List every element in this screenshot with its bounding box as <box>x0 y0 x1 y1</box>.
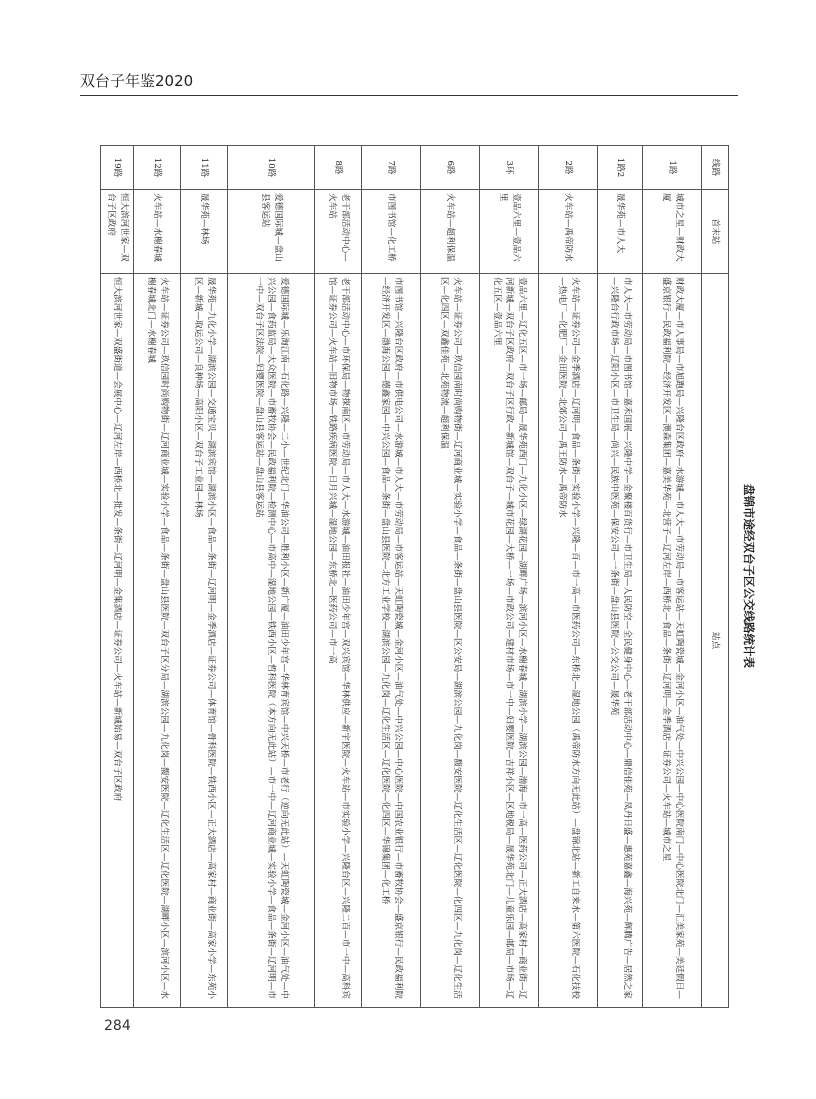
table-header-row <box>702 146 729 1008</box>
route-stops: 市人大—市劳动局—市图书馆—嘉禾国展—兴隆中学—金聚楼百货行—市卫生局—人民防空—全民健身中心—老干部活动中心—鼎信佳苑—凤丹日盛—惠苑嘉鑫—海兴苑—辉腾广告—居然之家—兴隆台行政市场—辽阳小区—市卫生局—尚兴—民族中医苑—保安公司—一条街—盘山县医院—公交公司—晟华苑 <box>598 274 643 1008</box>
route-line: 6路 <box>421 146 480 190</box>
route-line: 8路 <box>315 146 362 190</box>
route-line: 1路 <box>643 146 702 190</box>
route-line: 2路 <box>539 146 598 190</box>
route-terminals: 火车站—禹帝防水 <box>539 190 598 274</box>
route-stops: 老干部活动中心—市环保局—物探南区—市劳动局—市人大—水游城—油田报社—油田少年宫—双兴宾馆—华林供应—新宇医院—火车站—市实验小学—兴隆台区—兴隆二百—市一中—高科宾馆—证券公司—火车站—旧物市场—铁路疾病医院—日月兴城—湿地公园—东桥北—医药公司—市一高 <box>315 274 362 1008</box>
route-line: 3环 <box>480 146 539 190</box>
route-terminals: 晟华苑—林场 <box>181 190 228 274</box>
route-stops: 财政大厦—市人事局—市旭跑局—兴隆台区政府—水游城—市人大—市劳动局—市客运站—天虹陶瓷城—金河小区—油气处—中兴公园—中心医院南门—中心医院北门—汇美家苑—美廷假日—盛京银行—民政福利院—经济开发区—澳森集团—嘉美华苑—北营子—辽河左岸—西桥北—食品—条街—辽河明—金季酒店—证券公司—火车站—城市之星 <box>643 274 702 1008</box>
table-row <box>362 146 421 1008</box>
table-row <box>598 146 643 1008</box>
route-terminals: 晟华苑—市人大 <box>598 190 643 274</box>
table-row <box>539 146 598 1008</box>
column-header-line: 线路 <box>702 146 729 190</box>
route-terminals: 老干部活动中心—火车站 <box>315 190 362 274</box>
route-stops: 壹品六里—辽化五区—市一场—邮局—晟华苑西门—九化小区—绿湖花园—湖畔广场—滨河小区—水榭春城—湖滨小学—湖滨公园—渤海—市一高—医药公司—正大酒店—高家村—商业街—辽河新城—双台子区政府—双台子区行政—新城馆—双台子—城市花园—大桥—一场—市政公司—建材市场—市一中—妇婴医院—吉祥小区—区地税局—晟华苑北门—儿童乐园—邮局—市场—辽化五区—壹品六里 <box>480 274 539 1008</box>
table-row <box>228 146 315 1008</box>
running-title: 双台子年鉴2020 <box>80 72 194 90</box>
route-stops: 爱德国际城—乐淘江南—石化路—兴隆—二小—世纪北门—华油公司—胜利小区—新广厦—油田少年宫—华林育宾馆—中兴天桥—市老行（逆向无此站）—天虹陶瓷城—金河小区—油气处—中兴公园—食药监局—大众医院—市畜牧协会—民政福利院—检测中心—市高中—湿地公园—铁西小区—哲科医院（本方向无此站）—市一中—辽河商业城—实验小学—食品—条街—辽河明—市一中—双台子区法院—妇婴医院—盘山县客运站—盘山县客运站 <box>228 274 315 1008</box>
route-stops: 市图书馆—兴隆台区政府—市供电公司—水游城—市人大—市劳动局—市客运站—天虹陶瓷城—金河小区—油气处—中兴公园—中心医院—中国农业银行—市畜牧协会—盛京银行—民政福利院—经济开发区—渤海公园—德鑫家园—中兴公园—食品—条街—盘山县医院—北方工业学校—湖滨公园—九化岗—辽化生活区—辽化医院—化四区—华锦集团—化工桥 <box>362 274 421 1008</box>
route-stops: 恒大滨河世家—双盛街道—会展中心—辽河左岸—西桥北—批发—条街—辽河明—金集酒店—证券公司—火车站—新城始易—双台子区政府 <box>101 274 134 1008</box>
column-header-stops: 站点 <box>702 274 729 1008</box>
route-line: 10路 <box>228 146 315 190</box>
route-terminals: 火车站—超利保温 <box>421 190 480 274</box>
route-terminals: 城市之星—财政大厦 <box>643 190 702 274</box>
route-terminals: 恒大滨河世家—双台子区政府 <box>101 190 134 274</box>
route-terminals: 爱德国际城—盘山县客运站 <box>228 190 315 274</box>
route-stops: 火车站—证券公司—玖信园南时尚购物街—辽河商业城—实验小学—食品—条街—盘山县医院—区公安局—湖滨公园—九化岗—馥安医院—辽化生活区—辽化医院—化四区—九化岗—辽化生活区—化四区—双鑫佳苑—北苑物流—超利保温 <box>421 274 480 1008</box>
bus-route-table <box>100 145 729 1008</box>
route-line: 12路 <box>134 146 181 190</box>
route-line: 19路 <box>101 146 134 190</box>
page-number: 284 <box>104 1018 131 1034</box>
table-row <box>421 146 480 1008</box>
route-line: 7路 <box>362 146 421 190</box>
table-row <box>480 146 539 1008</box>
route-line: 1路2 <box>598 146 643 190</box>
table-title: 盘锦市途经双台子区公交线路统计表 <box>742 484 756 668</box>
route-stops: 火车站—证券公司—玖信园时尚购物街—辽河商业城—实验小学—食品—条街—盘山县医院—双台子区分局—湖滨公园—九化岗—馥安医院—辽化生活区—辽化医院—湖畔小区—滨河小区—水榭春城北门—水榭春城 <box>134 274 181 1008</box>
header-rule <box>80 95 738 96</box>
route-stops: 晟华苑—九化小学—湖滨公园—交通宝贝—湖滨宾馆—湖滨小区—食品—条街—辽河明—金季酒店—证券公司—体育馆—骨科医院—铁西小区—正大酒店—高家村—商业街—高家小学—东苑小区—新城—取运公司—良种场—高阳小区—双台子工业园—林场 <box>181 274 228 1008</box>
table-row <box>643 146 702 1008</box>
route-line: 11路 <box>181 146 228 190</box>
route-stops: 火车站—证券公司—金季酒店—辽河明—食品—条街—实验小学—兴隆—百—市一高—市医药公司—东桥北—湿地公园（禹帝防水方向无此站）—盘锦北站—新工自来水—第六医院—石化技校—热电厂—化肥厂—金田医院—北郊公司—禹王防水—禹帝防水 <box>539 274 598 1008</box>
column-header-terminals: 首末站 <box>702 190 729 274</box>
route-terminals: 火车站—水榭春城 <box>134 190 181 274</box>
table-row <box>315 146 362 1008</box>
table-row <box>134 146 181 1008</box>
route-terminals: 壹品六里—壹品六里 <box>480 190 539 274</box>
table-row <box>101 146 134 1008</box>
table-row <box>181 146 228 1008</box>
rotated-table-region <box>106 145 765 1007</box>
route-terminals: 市图书馆—化工桥 <box>362 190 421 274</box>
